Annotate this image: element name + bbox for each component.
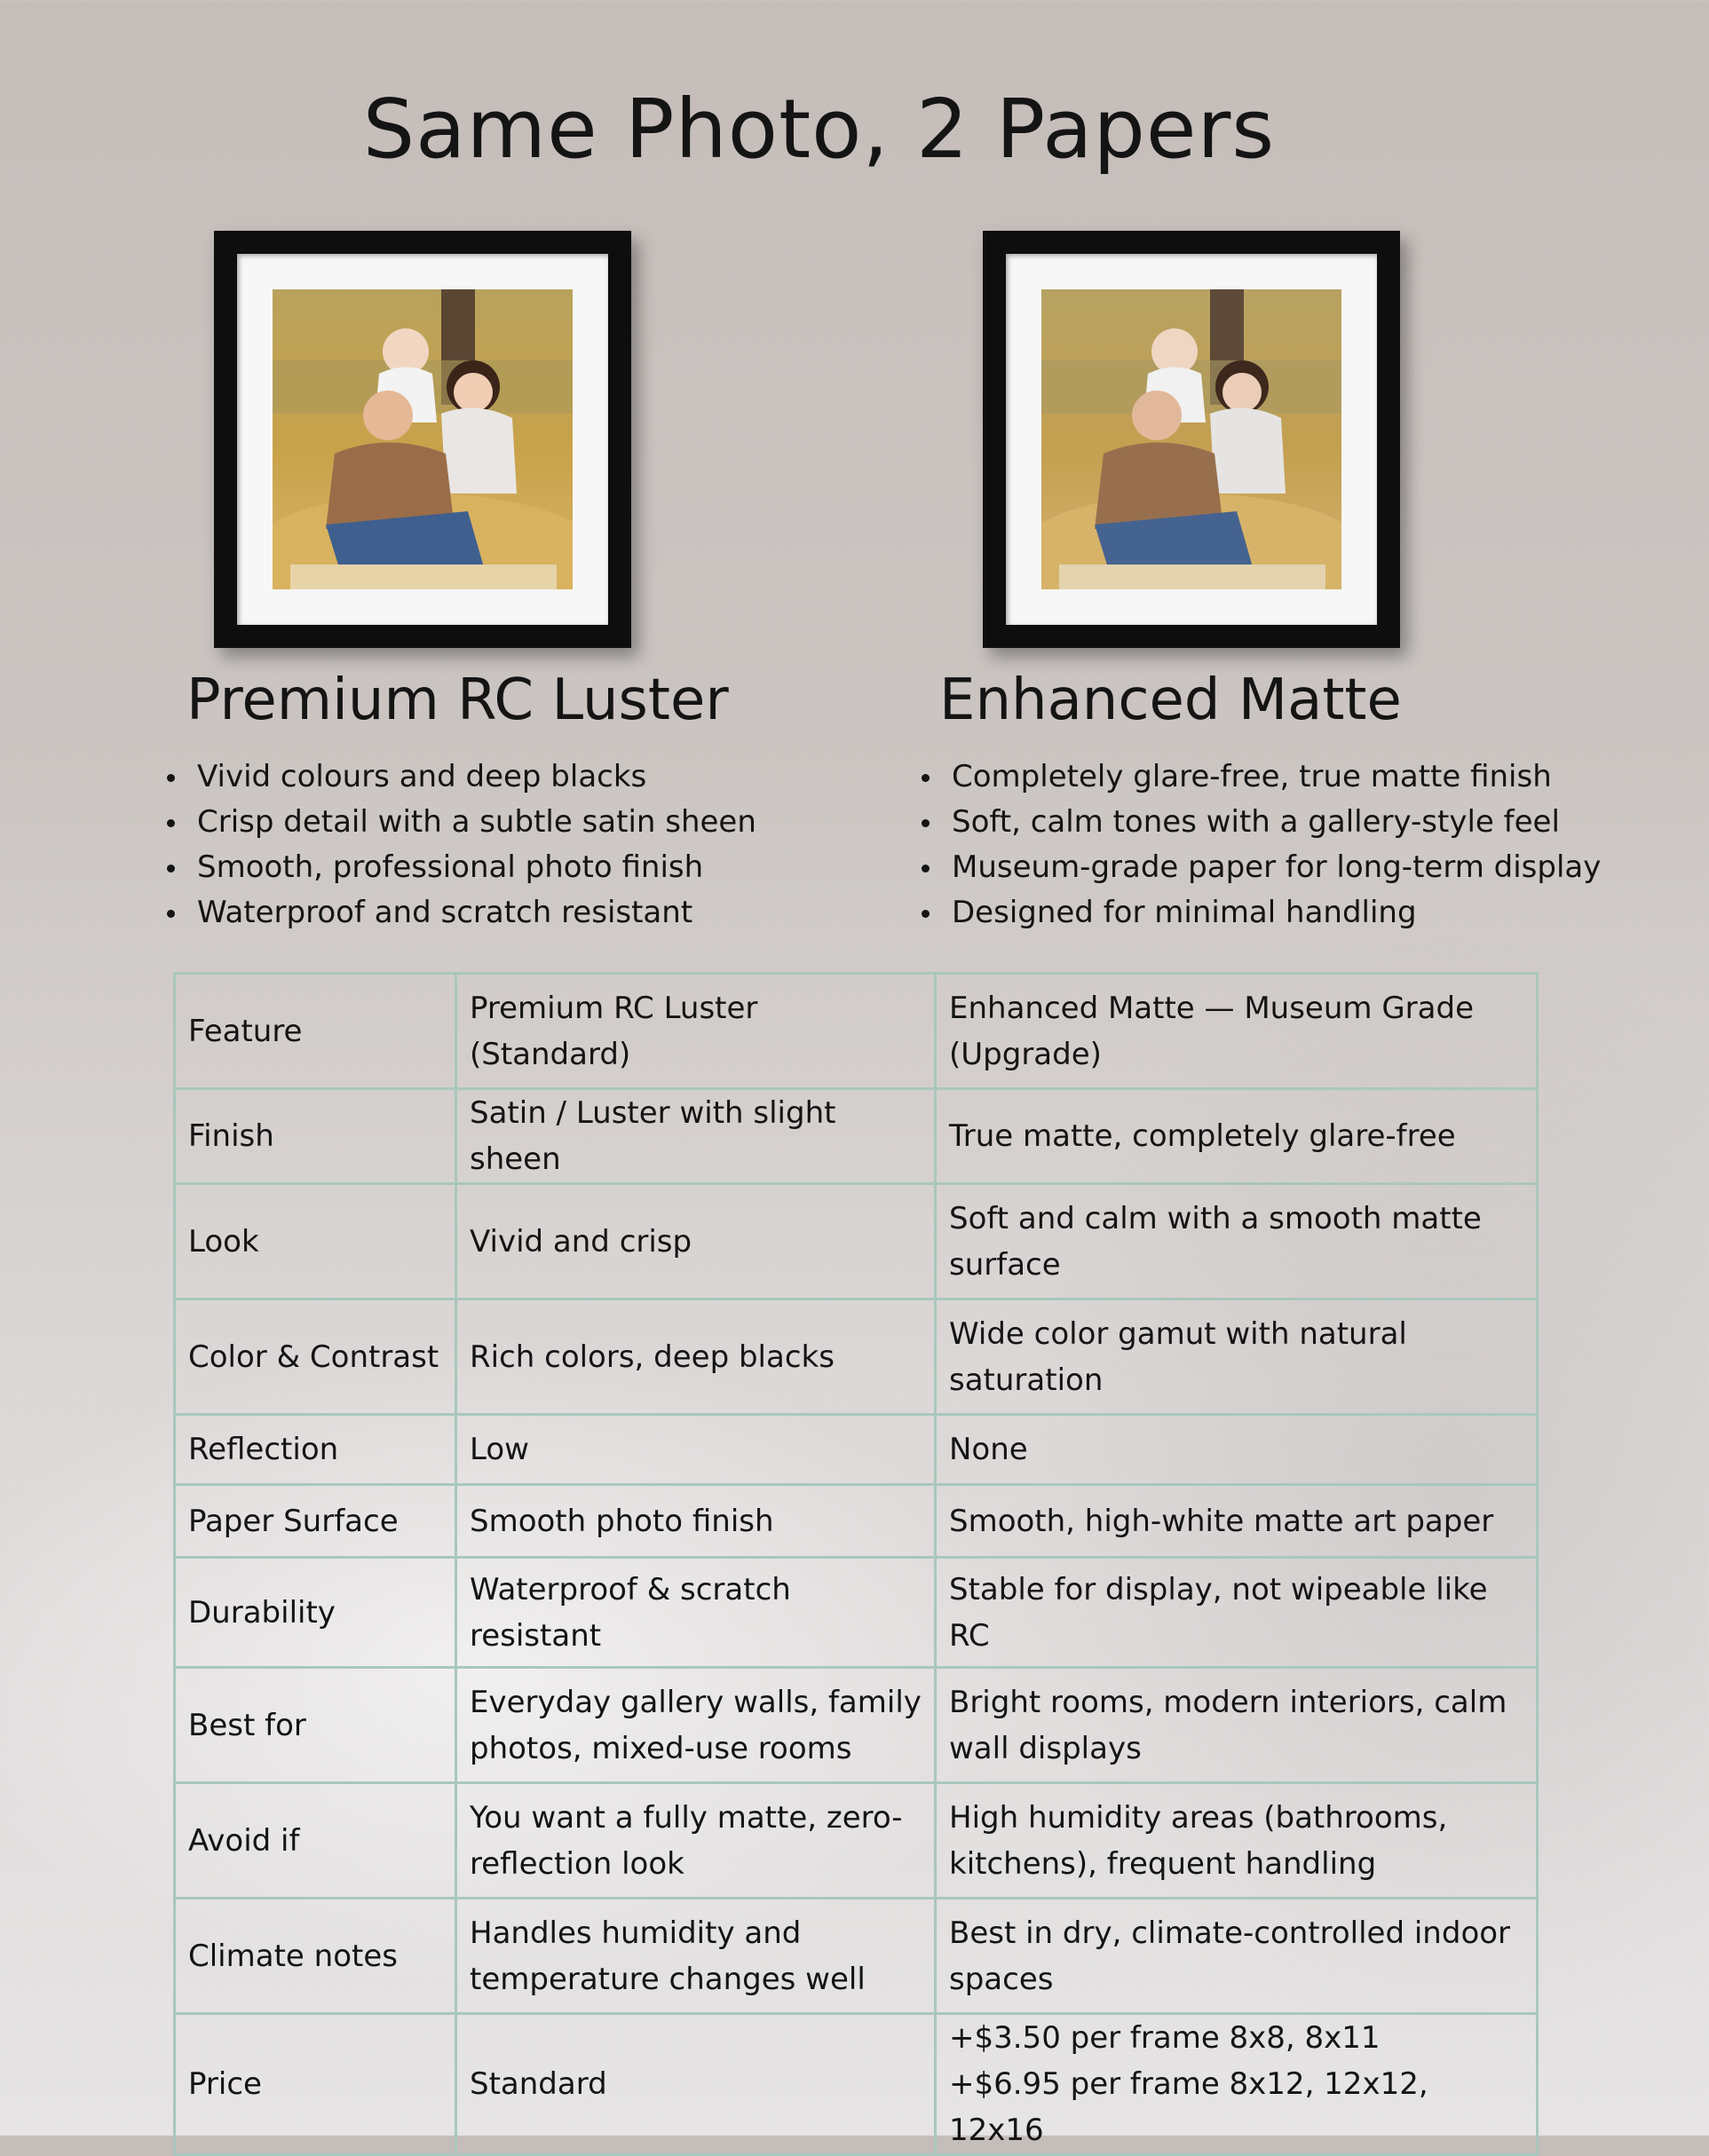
header-cell: Enhanced Matte — Museum Grade (Upgrade) bbox=[936, 974, 1538, 1089]
list-item: Waterproof and scratch resistant bbox=[165, 890, 756, 936]
list-item: Crisp detail with a subtle satin sheen bbox=[165, 800, 756, 845]
table-cell: Best for bbox=[175, 1668, 456, 1783]
framed-photo-matte bbox=[983, 231, 1400, 648]
table-cell: Wide color gamut with natural saturation bbox=[936, 1299, 1538, 1415]
table-cell: Rich colors, deep blacks bbox=[456, 1299, 936, 1415]
list-item: Designed for minimal handling bbox=[920, 890, 1601, 936]
table-cell: Color & Contrast bbox=[175, 1299, 456, 1415]
table-row bbox=[175, 1184, 1538, 1299]
table-cell: Finish bbox=[175, 1089, 456, 1184]
table-row bbox=[175, 1485, 1538, 1558]
family-photo-image bbox=[273, 289, 573, 589]
table-cell: Soft and calm with a smooth matte surface bbox=[936, 1184, 1538, 1299]
list-item: Museum-grade paper for long-term display bbox=[920, 845, 1601, 890]
matte-features-list bbox=[920, 754, 1601, 936]
framed-photo-luster bbox=[214, 231, 631, 648]
paper-title-luster: Premium RC Luster bbox=[186, 667, 729, 733]
table-cell: Smooth photo finish bbox=[456, 1485, 936, 1558]
table-cell: Low bbox=[456, 1415, 936, 1485]
table-cell: +$3.50 per frame 8x8, 8x11 +$6.95 per frame 8x12, 12x12, 12x16 bbox=[936, 2014, 1538, 2155]
table-row bbox=[175, 1783, 1538, 1899]
table-cell: Best in dry, climate-controlled indoor spaces bbox=[936, 1899, 1538, 2014]
table-cell: Stable for display, not wipeable like RC bbox=[936, 1558, 1538, 1668]
table-row bbox=[175, 1558, 1538, 1668]
header-cell: Premium RC Luster (Standard) bbox=[456, 974, 936, 1089]
table-row bbox=[175, 1668, 1538, 1783]
list-item: Vivid colours and deep blacks bbox=[165, 754, 756, 800]
table-cell: Satin / Luster with slight sheen bbox=[456, 1089, 936, 1184]
table-row bbox=[175, 1089, 1538, 1184]
list-item: Completely glare-free, true matte finish bbox=[920, 754, 1601, 800]
table-cell: Climate notes bbox=[175, 1899, 456, 2014]
table-header-row bbox=[175, 974, 1538, 1089]
list-item: Smooth, professional photo finish bbox=[165, 845, 756, 890]
table-row bbox=[175, 1899, 1538, 2014]
table-cell: You want a fully matte, zero-reflection look bbox=[456, 1783, 936, 1899]
table-cell: Standard bbox=[456, 2014, 936, 2155]
table-cell: Vivid and crisp bbox=[456, 1184, 936, 1299]
photo-mat bbox=[1006, 254, 1377, 625]
table-row bbox=[175, 1415, 1538, 1485]
table-cell: Reflection bbox=[175, 1415, 456, 1485]
page-title: Same Photo, 2 Papers bbox=[362, 82, 1276, 177]
photo-mat bbox=[237, 254, 608, 625]
paper-title-matte: Enhanced Matte bbox=[939, 667, 1402, 733]
table-cell: Waterproof & scratch resistant bbox=[456, 1558, 936, 1668]
header-cell: Feature bbox=[175, 974, 456, 1089]
table-row bbox=[175, 1299, 1538, 1415]
table-cell: Avoid if bbox=[175, 1783, 456, 1899]
table-cell: Look bbox=[175, 1184, 456, 1299]
list-item: Soft, calm tones with a gallery-style feel bbox=[920, 800, 1601, 845]
luster-features-list bbox=[165, 754, 756, 936]
table-cell: Price bbox=[175, 2014, 456, 2155]
table-cell: Bright rooms, modern interiors, calm wall displays bbox=[936, 1668, 1538, 1783]
comparison-table bbox=[173, 972, 1539, 2156]
table-cell: True matte, completely glare-free bbox=[936, 1089, 1538, 1184]
family-photo-image bbox=[1041, 289, 1341, 589]
table-row bbox=[175, 2014, 1538, 2155]
table-cell: Smooth, high-white matte art paper bbox=[936, 1485, 1538, 1558]
table-cell: Paper Surface bbox=[175, 1485, 456, 1558]
table-cell: High humidity areas (bathrooms, kitchens), frequent handling bbox=[936, 1783, 1538, 1899]
table-cell: Everyday gallery walls, family photos, mixed-use rooms bbox=[456, 1668, 936, 1783]
table-cell: Handles humidity and temperature changes well bbox=[456, 1899, 936, 2014]
table-cell: Durability bbox=[175, 1558, 456, 1668]
table-cell: None bbox=[936, 1415, 1538, 1485]
